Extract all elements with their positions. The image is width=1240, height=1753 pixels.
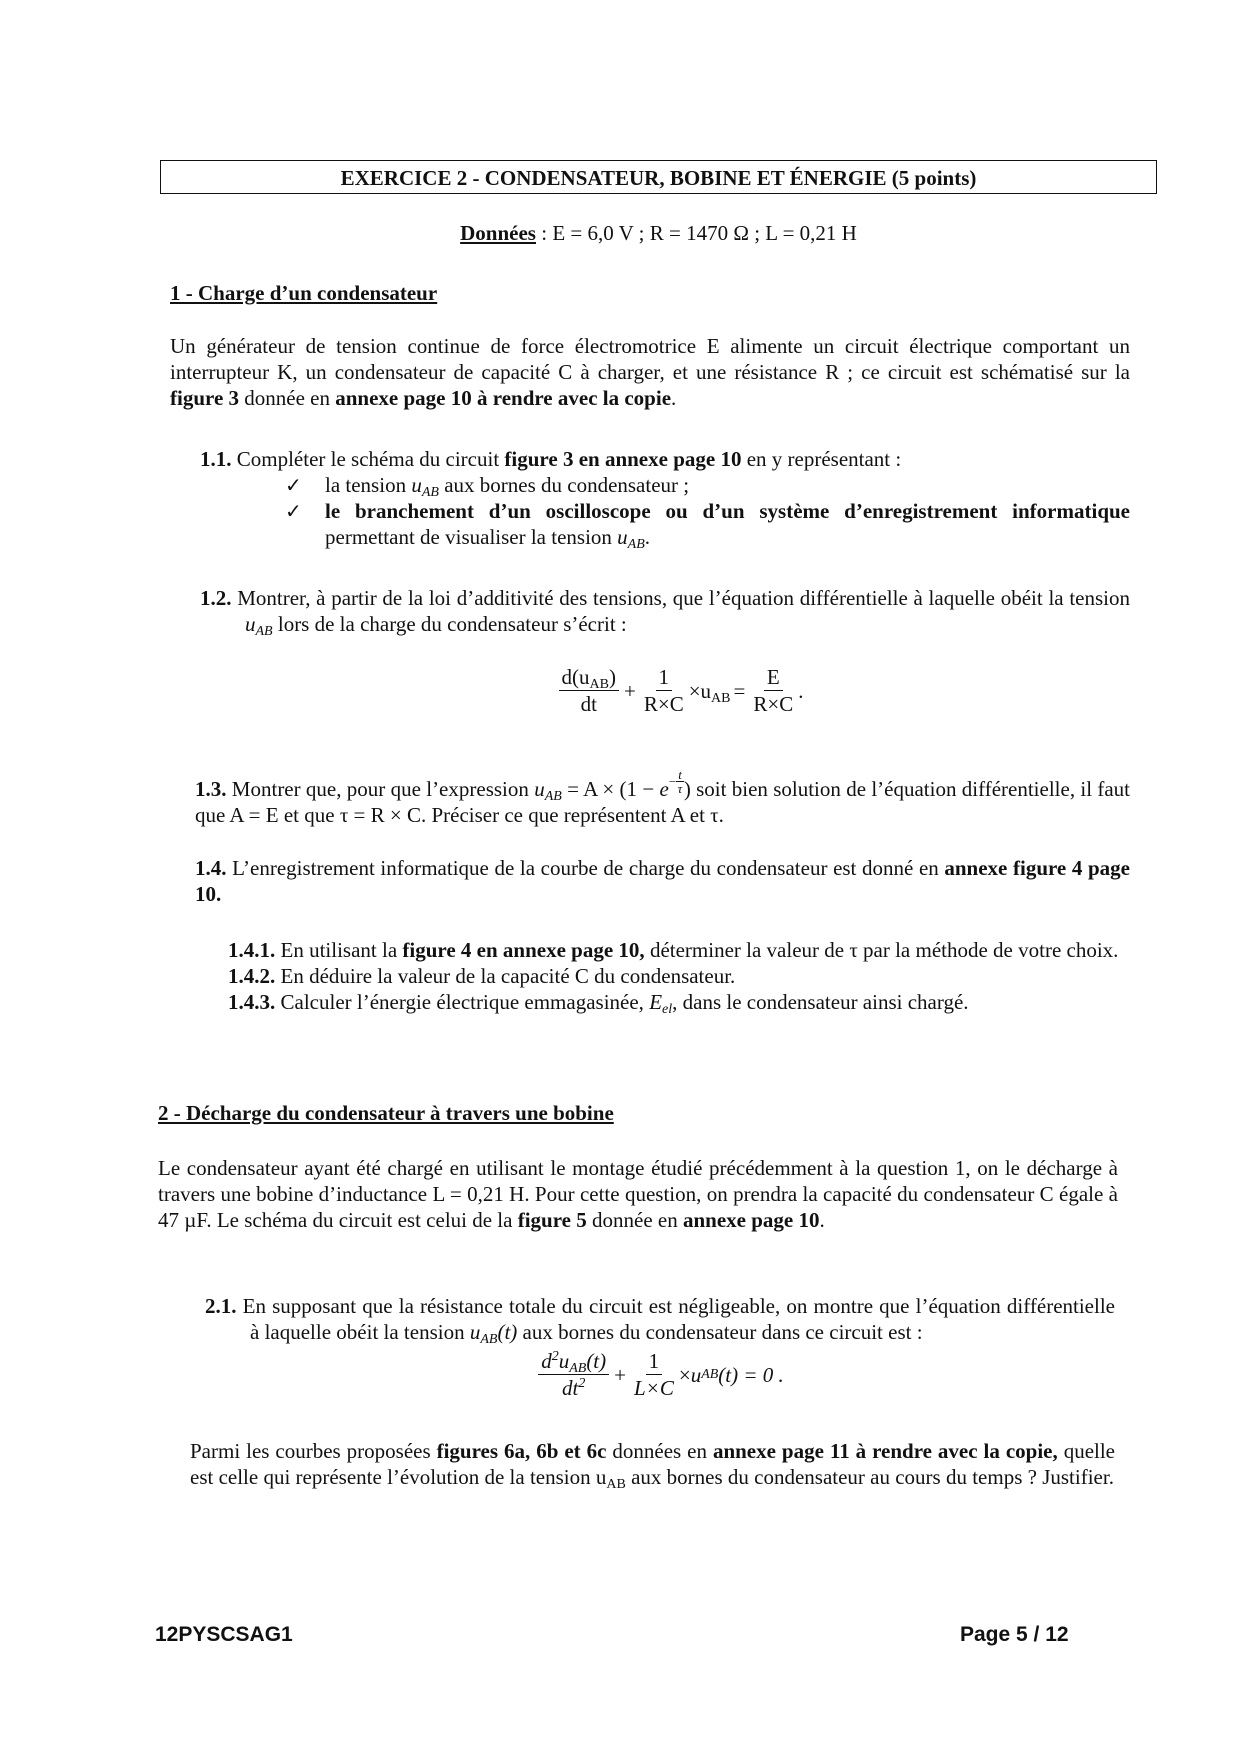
final-text-2: données en: [606, 1439, 713, 1463]
eq1-num2: 1: [656, 664, 673, 691]
q14-number: 1.4.: [195, 856, 227, 880]
q141-figure-ref: figure 4 en annexe page 10,: [402, 938, 645, 962]
eq2-den1: dt: [562, 1376, 579, 1400]
q21-text-2: aux bornes du condensateur dans ce circuit est :: [517, 1320, 923, 1344]
q13-text-2: = A × (1 −: [561, 777, 660, 801]
intro-text-1: Un générateur de tension continue de force électromotrice E alimente un circuit électrique comportant un interrupteur K, un condensateur de capacité C à charger, et une résistance R ; ce circuit est schématisé sur la: [170, 334, 1130, 384]
eq1-dot: .: [798, 678, 804, 703]
intro-figure-ref: figure 3: [170, 386, 240, 410]
q13-exp-num: t: [678, 767, 682, 782]
q13-sub: AB: [544, 789, 562, 804]
final-text-1: Parmi les courbes proposées: [190, 1439, 437, 1463]
section2-intro: [158, 1155, 1118, 1233]
exercise-title: [160, 160, 1157, 194]
eq1-plus: +: [624, 678, 636, 703]
q13-text-3: ) soit bien solution de l’équation différentielle, il faut que A = E et que τ = R × C. Préciser ce que représentent A et τ.: [195, 777, 1131, 827]
checkmark-icon: ✓: [285, 473, 302, 497]
data-line: [160, 220, 1157, 246]
eq1-num3: E: [764, 664, 783, 691]
footer-page: Page 5 / 12: [960, 1623, 1069, 1646]
footer-code: 12PYSCSAG1: [155, 1623, 293, 1646]
eq1-frac-2: [641, 664, 687, 717]
q11-number: 1.1.: [200, 447, 232, 471]
q11-text-2: en y représentant :: [741, 447, 902, 471]
q14-annexe-ref: annexe figure 4 page 10.: [195, 856, 1130, 906]
eq2-plus: +: [614, 1362, 626, 1387]
q11-b2-bold: le branchement d’un oscilloscope ou d’un système d’enregistrement informatique: [325, 499, 1130, 523]
eq2-num1-sup: 2: [551, 1349, 559, 1364]
q143-text-1: Calculer l’énergie électrique emmagasinée,: [275, 990, 650, 1014]
equation-oscillation: $\frac{d^2u_{AB}(t)}{dt^2}$ + $\frac{1}{L\times C}$ × u AB (t) = 0 .: [500, 1348, 820, 1401]
question-1-4-sub: [228, 937, 1130, 1015]
q11-b1-sub: AB: [421, 485, 439, 500]
eq2-num2: 1: [646, 1348, 663, 1375]
q21-symbol-t: (t): [497, 1320, 518, 1344]
eq1-num1-sub: AB: [589, 677, 609, 692]
q13-exp-base: e: [659, 777, 669, 801]
q141-text-2: déterminer la valeur de τ par la méthode de votre choix.: [644, 938, 1119, 962]
eq2-rest: (t) = 0 .: [718, 1362, 784, 1387]
eq1-num1: d(u: [561, 665, 590, 689]
q141-text-1: En utilisant la: [275, 938, 403, 962]
eq2-den2: L×C: [633, 1376, 674, 1400]
eq2-den1-sup: 2: [578, 1376, 586, 1391]
q11-b2-symbol: u: [617, 525, 628, 549]
q143-symbol: E: [649, 990, 663, 1014]
eq1-equals: =: [733, 678, 746, 703]
q14-text-1: L’enregistrement informatique de la courbe de charge du condensateur est donné en: [226, 856, 945, 880]
eq1-times-sub: AB: [711, 690, 731, 706]
eq2-num1-u: u: [558, 1349, 570, 1373]
final-figures-ref: figures 6a, 6b et 6c: [436, 1439, 607, 1463]
section1-intro: [170, 333, 1130, 411]
exercise-title-text: EXERCICE 2 - CONDENSATEUR, BOBINE ET ÉNERGIE (5 points): [340, 166, 977, 190]
eq1-frac-1: [559, 664, 619, 717]
s2-intro-figure-ref: figure 5: [517, 1208, 587, 1232]
question-1-4-2: [228, 963, 1130, 989]
final-text-4: aux bornes du condensateur au cours du temps ? Justifier.: [625, 1465, 1114, 1489]
section2-final: [190, 1438, 1115, 1490]
intro-annexe-ref: annexe page 10 à rendre avec la copie: [335, 386, 672, 410]
q11-b1-symbol: u: [411, 473, 422, 497]
q13-exp-den: τ: [677, 781, 683, 796]
final-text-3: quelle est celle qui représente l’évolution de la tension u: [190, 1439, 1115, 1489]
eq2-num1-t: (t): [586, 1349, 607, 1373]
final-annexe-ref: annexe page 11 à rendre avec la copie,: [712, 1439, 1058, 1463]
eq1-num1-end: ): [609, 665, 616, 689]
eq1-times: [689, 678, 731, 704]
q11-text-1: Compléter le schéma du circuit: [231, 447, 505, 471]
s2-intro-text-1: Le condensateur ayant été chargé en utilisant le montage étudié précédemment à la question 1, on le décharge à travers une bobine d’inductance L = 0,21 H. Pour cette question, on prendra la capacité du condensateur C égale à 47 µF. Le schéma du circuit est celui de la: [158, 1156, 1118, 1232]
q11-b2-end: .: [644, 525, 651, 549]
eq2-num1-d: d: [541, 1349, 552, 1373]
q141-number: 1.4.1.: [228, 938, 276, 962]
q12-sub: AB: [255, 624, 273, 639]
q21-symbol: u: [469, 1320, 481, 1344]
q11-bullet-2: [285, 498, 1130, 550]
q13-text-1: Montrer que, pour que l’expression: [226, 777, 535, 801]
question-1-4-3: [228, 989, 1130, 1015]
data-values: : E = 6,0 V ; R = 1470 Ω ; L = 0,21 H: [535, 221, 857, 245]
data-label: Données: [460, 221, 536, 245]
section2-heading: 2 - Décharge du condensateur à travers une bobine: [158, 1101, 614, 1125]
q21-text-1: En supposant que la résistance totale du circuit est négligeable, on montre que l’équation différentielle à laquelle obéit la tension: [236, 1294, 1115, 1344]
q11-b2-post: permettant de visualiser la tension: [325, 525, 618, 549]
q12-symbol: u: [245, 612, 256, 636]
q143-number: 1.4.3.: [228, 990, 276, 1014]
eq1-frac-3: [750, 664, 796, 717]
section1-heading: 1 - Charge d’un condensateur: [170, 281, 438, 305]
question-1-3: [195, 768, 1130, 828]
eq2-frac-2: [631, 1348, 677, 1401]
eq2-frac-1: [538, 1348, 609, 1401]
q143-sub: el: [662, 1002, 673, 1017]
question-1-2: [200, 585, 1130, 637]
q21-sub: AB: [480, 1332, 498, 1347]
eq2-u: u: [690, 1362, 702, 1387]
checkmark-icon: ✓: [285, 499, 302, 523]
question-1-4-1: [228, 937, 1130, 963]
eq1-den3: R×C: [753, 692, 794, 716]
q11-b2-sub: AB: [627, 537, 645, 552]
s2-intro-text-3: .: [819, 1208, 825, 1232]
eq2-times: ×: [678, 1362, 691, 1387]
q12-text-1: Montrer, à partir de la loi d’additivité des tensions, que l’équation différentielle à laquelle obéit la tension: [231, 586, 1130, 610]
eq2-num1-sub: AB: [569, 1361, 587, 1376]
eq1-den1: dt: [580, 692, 597, 716]
intro-text-2: donnée en: [239, 386, 336, 410]
question-1-4: [195, 855, 1130, 907]
q142-text: En déduire la valeur de la capacité C du condensateur.: [275, 964, 736, 988]
q12-text-2: lors de la charge du condensateur s’écrit :: [272, 612, 627, 636]
s2-intro-text-2: donnée en: [586, 1208, 683, 1232]
q11-b1-pre: la tension: [325, 473, 412, 497]
question-1-1: [200, 446, 1130, 550]
q11-b1-post: aux bornes du condensateur ;: [438, 473, 690, 497]
equation-charge: [480, 664, 880, 717]
q13-exp-minus: −: [668, 774, 677, 789]
final-sub: AB: [606, 1477, 626, 1492]
s2-intro-annexe-ref: annexe page 10: [682, 1208, 820, 1232]
q13-number: 1.3.: [195, 777, 227, 801]
intro-text-3: .: [671, 386, 677, 410]
q143-text-2: , dans le condensateur ainsi chargé.: [672, 990, 969, 1014]
q21-number: 2.1.: [205, 1294, 237, 1318]
eq1-times-u: ×u: [688, 678, 712, 703]
q12-number: 1.2.: [200, 586, 232, 610]
q13-exponential: [660, 768, 684, 802]
q142-number: 1.4.2.: [228, 964, 276, 988]
q11-bullet-1: [285, 472, 1130, 498]
question-2-1: [205, 1293, 1115, 1345]
q11-figure-ref: figure 3 en annexe page 10: [504, 447, 742, 471]
q13-symbol: u: [534, 777, 545, 801]
eq1-den2: R×C: [643, 692, 684, 716]
